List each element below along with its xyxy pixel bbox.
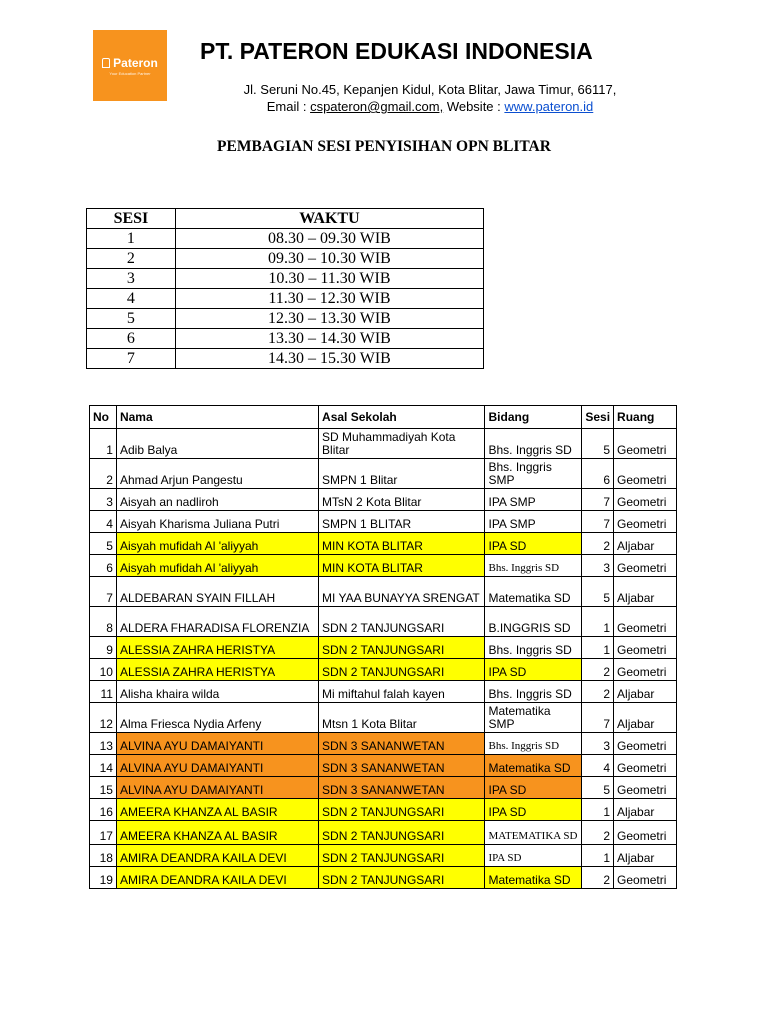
- school-cell: SDN 2 TANJUNGSARI: [319, 845, 485, 867]
- row-number-cell: 2: [90, 459, 117, 489]
- session-cell: 6: [582, 459, 614, 489]
- room-cell: Aljabar: [614, 799, 677, 821]
- room-cell: Aljabar: [614, 681, 677, 703]
- field-cell: Bhs. Inggris SD: [485, 429, 582, 459]
- company-logo: [93, 30, 167, 101]
- table-row: [90, 659, 677, 681]
- email-text: cspateron@gmail.com,: [310, 99, 444, 114]
- school-cell: MTsN 2 Kota Blitar: [319, 489, 485, 511]
- school-cell: SDN 2 TANJUNGSARI: [319, 867, 485, 889]
- room-cell: Geometri: [614, 733, 677, 755]
- session-number-cell: 1: [87, 229, 176, 249]
- company-name: PT. PATERON EDUKASI INDONESIA: [200, 38, 593, 64]
- session-cell: 7: [582, 511, 614, 533]
- row-number-cell: 1: [90, 429, 117, 459]
- logo-mark-icon: [102, 58, 110, 68]
- row-number-cell: 12: [90, 703, 117, 733]
- school-cell: SDN 2 TANJUNGSARI: [319, 637, 485, 659]
- session-time-cell: 08.30 – 09.30 WIB: [175, 229, 483, 249]
- logo-row: [102, 56, 158, 70]
- name-cell: AMEERA KHANZA AL BASIR: [116, 799, 318, 821]
- name-cell: AMIRA DEANDRA KAILA DEVI: [116, 845, 318, 867]
- name-cell: ALVINA AYU DAMAIYANTI: [116, 777, 318, 799]
- col-header-no: No: [90, 406, 117, 429]
- field-cell: IPA SD: [485, 845, 582, 867]
- school-cell: Mtsn 1 Kota Blitar: [319, 703, 485, 733]
- address-line: Jl. Seruni No.45, Kepanjen Kidul, Kota Blitar, Jawa Timur, 66117,: [243, 82, 617, 97]
- school-cell: SMPN 1 Blitar: [319, 459, 485, 489]
- session-time-cell: 10.30 – 11.30 WIB: [175, 269, 483, 289]
- session-cell: 1: [582, 845, 614, 867]
- row-number-cell: 19: [90, 867, 117, 889]
- room-cell: Aljabar: [614, 703, 677, 733]
- room-cell: Geometri: [614, 777, 677, 799]
- field-cell: IPA SD: [485, 659, 582, 681]
- school-cell: SDN 3 SANANWETAN: [319, 733, 485, 755]
- row-number-cell: 18: [90, 845, 117, 867]
- name-cell: Alisha khaira wilda: [116, 681, 318, 703]
- col-header-bidang: Bidang: [485, 406, 582, 429]
- session-cell: 7: [582, 703, 614, 733]
- table-row: [90, 429, 677, 459]
- session-row: [87, 329, 484, 349]
- room-cell: Aljabar: [614, 533, 677, 555]
- table-row: [90, 533, 677, 555]
- session-cell: 3: [582, 555, 614, 577]
- field-cell: Bhs. Inggris SD: [485, 733, 582, 755]
- name-cell: Aisyah an nadliroh: [116, 489, 318, 511]
- name-cell: ALVINA AYU DAMAIYANTI: [116, 755, 318, 777]
- name-cell: ALESSIA ZAHRA HERISTYA: [116, 659, 318, 681]
- session-time-cell: 14.30 – 15.30 WIB: [175, 349, 483, 369]
- row-number-cell: 15: [90, 777, 117, 799]
- session-cell: 5: [582, 777, 614, 799]
- name-cell: AMIRA DEANDRA KAILA DEVI: [116, 867, 318, 889]
- session-cell: 2: [582, 821, 614, 845]
- name-cell: ALVINA AYU DAMAIYANTI: [116, 733, 318, 755]
- name-cell: Ahmad Arjun Pangestu: [116, 459, 318, 489]
- room-cell: Geometri: [614, 459, 677, 489]
- row-number-cell: 14: [90, 755, 117, 777]
- room-cell: Geometri: [614, 637, 677, 659]
- session-cell: 2: [582, 659, 614, 681]
- session-number-cell: 6: [87, 329, 176, 349]
- table-row: [90, 703, 677, 733]
- room-cell: Aljabar: [614, 845, 677, 867]
- row-number-cell: 13: [90, 733, 117, 755]
- name-cell: Aisyah Kharisma Juliana Putri: [116, 511, 318, 533]
- name-cell: ALDERA FHARADISA FLORENZIA: [116, 607, 318, 637]
- session-cell: 2: [582, 867, 614, 889]
- field-cell: IPA SD: [485, 533, 582, 555]
- field-cell: Bhs. Inggris SD: [485, 637, 582, 659]
- session-cell: 7: [582, 489, 614, 511]
- document-title: PEMBAGIAN SESI PENYISIHAN OPN BLITAR: [217, 138, 551, 155]
- company-address: [190, 81, 670, 115]
- session-header-row: [87, 209, 484, 229]
- session-number-cell: 2: [87, 249, 176, 269]
- name-cell: AMEERA KHANZA AL BASIR: [116, 821, 318, 845]
- field-cell: IPA SD: [485, 777, 582, 799]
- session-row: [87, 289, 484, 309]
- table-row: [90, 755, 677, 777]
- table-row: [90, 733, 677, 755]
- school-cell: MIN KOTA BLITAR: [319, 555, 485, 577]
- name-cell: ALDEBARAN SYAIN FILLAH: [116, 577, 318, 607]
- session-row: [87, 269, 484, 289]
- table-row: [90, 511, 677, 533]
- logo-tagline: Your Education Partner: [109, 70, 151, 76]
- table-row: [90, 607, 677, 637]
- row-number-cell: 4: [90, 511, 117, 533]
- logo-text: Pateron: [113, 55, 158, 70]
- contact-line: [190, 98, 670, 115]
- school-cell: SDN 2 TANJUNGSARI: [319, 659, 485, 681]
- table-row: [90, 821, 677, 845]
- session-cell: 2: [582, 533, 614, 555]
- row-number-cell: 3: [90, 489, 117, 511]
- room-cell: Geometri: [614, 755, 677, 777]
- school-cell: SDN 3 SANANWETAN: [319, 755, 485, 777]
- session-number-cell: 3: [87, 269, 176, 289]
- school-cell: MIN KOTA BLITAR: [319, 533, 485, 555]
- table-row: [90, 459, 677, 489]
- session-row: [87, 309, 484, 329]
- field-cell: Bhs. Inggris SD: [485, 555, 582, 577]
- table-row: [90, 867, 677, 889]
- table-row: [90, 555, 677, 577]
- row-number-cell: 10: [90, 659, 117, 681]
- room-cell: Geometri: [614, 511, 677, 533]
- session-cell: 5: [582, 429, 614, 459]
- field-cell: Matematika SMP: [485, 703, 582, 733]
- email-label: Email :: [266, 99, 311, 114]
- row-number-cell: 11: [90, 681, 117, 703]
- school-cell: SDN 2 TANJUNGSARI: [319, 821, 485, 845]
- room-cell: Aljabar: [614, 577, 677, 607]
- session-cell: 1: [582, 799, 614, 821]
- participant-table: [89, 405, 677, 889]
- school-cell: SD Muhammadiyah Kota Blitar: [319, 429, 485, 459]
- session-cell: 1: [582, 607, 614, 637]
- field-cell: IPA SMP: [485, 511, 582, 533]
- col-header-nama: Nama: [116, 406, 318, 429]
- session-schedule-table: [86, 208, 484, 369]
- field-cell: B.INGGRIS SD: [485, 607, 582, 637]
- school-cell: SDN 2 TANJUNGSARI: [319, 607, 485, 637]
- time-col-header: WAKTU: [175, 209, 483, 229]
- col-header-sesi: Sesi: [582, 406, 614, 429]
- participant-header-row: [90, 406, 677, 429]
- session-time-cell: 09.30 – 10.30 WIB: [175, 249, 483, 269]
- name-cell: Adib Balya: [116, 429, 318, 459]
- school-cell: Mi miftahul falah kayen: [319, 681, 485, 703]
- table-row: [90, 681, 677, 703]
- room-cell: Geometri: [614, 659, 677, 681]
- session-row: [87, 229, 484, 249]
- name-cell: ALESSIA ZAHRA HERISTYA: [116, 637, 318, 659]
- table-row: [90, 845, 677, 867]
- row-number-cell: 5: [90, 533, 117, 555]
- session-row: [87, 249, 484, 269]
- field-cell: Matematika SD: [485, 577, 582, 607]
- session-number-cell: 5: [87, 309, 176, 329]
- school-cell: SMPN 1 BLITAR: [319, 511, 485, 533]
- row-number-cell: 16: [90, 799, 117, 821]
- field-cell: IPA SMP: [485, 489, 582, 511]
- field-cell: IPA SD: [485, 799, 582, 821]
- field-cell: Matematika SD: [485, 755, 582, 777]
- session-time-cell: 13.30 – 14.30 WIB: [175, 329, 483, 349]
- row-number-cell: 9: [90, 637, 117, 659]
- name-cell: Aisyah mufidah Al 'aliyyah: [116, 555, 318, 577]
- session-cell: 3: [582, 733, 614, 755]
- school-cell: MI YAA BUNAYYA SRENGAT: [319, 577, 485, 607]
- room-cell: Geometri: [614, 821, 677, 845]
- session-cell: 4: [582, 755, 614, 777]
- table-row: [90, 637, 677, 659]
- name-cell: Alma Friesca Nydia Arfeny: [116, 703, 318, 733]
- session-cell: 1: [582, 637, 614, 659]
- room-cell: Geometri: [614, 489, 677, 511]
- field-cell: Bhs. Inggris SMP: [485, 459, 582, 489]
- session-number-cell: 7: [87, 349, 176, 369]
- table-row: [90, 577, 677, 607]
- row-number-cell: 7: [90, 577, 117, 607]
- session-col-header: SESI: [87, 209, 176, 229]
- row-number-cell: 6: [90, 555, 117, 577]
- room-cell: Geometri: [614, 607, 677, 637]
- table-row: [90, 489, 677, 511]
- field-cell: MATEMATIKA SD: [485, 821, 582, 845]
- session-time-cell: 12.30 – 13.30 WIB: [175, 309, 483, 329]
- session-number-cell: 4: [87, 289, 176, 309]
- table-row: [90, 799, 677, 821]
- name-cell: Aisyah mufidah Al 'aliyyah: [116, 533, 318, 555]
- field-cell: Bhs. Inggris SD: [485, 681, 582, 703]
- website-label: Website :: [443, 99, 505, 114]
- session-row: [87, 349, 484, 369]
- session-time-cell: 11.30 – 12.30 WIB: [175, 289, 483, 309]
- table-row: [90, 777, 677, 799]
- session-cell: 2: [582, 681, 614, 703]
- col-header-asal-sekolah: Asal Sekolah: [319, 406, 485, 429]
- session-cell: 5: [582, 577, 614, 607]
- room-cell: Geometri: [614, 555, 677, 577]
- room-cell: Geometri: [614, 429, 677, 459]
- school-cell: SDN 2 TANJUNGSARI: [319, 799, 485, 821]
- field-cell: Matematika SD: [485, 867, 582, 889]
- row-number-cell: 17: [90, 821, 117, 845]
- website-link[interactable]: www.pateron.id: [504, 99, 594, 114]
- room-cell: Geometri: [614, 867, 677, 889]
- school-cell: SDN 3 SANANWETAN: [319, 777, 485, 799]
- col-header-ruang: Ruang: [614, 406, 677, 429]
- row-number-cell: 8: [90, 607, 117, 637]
